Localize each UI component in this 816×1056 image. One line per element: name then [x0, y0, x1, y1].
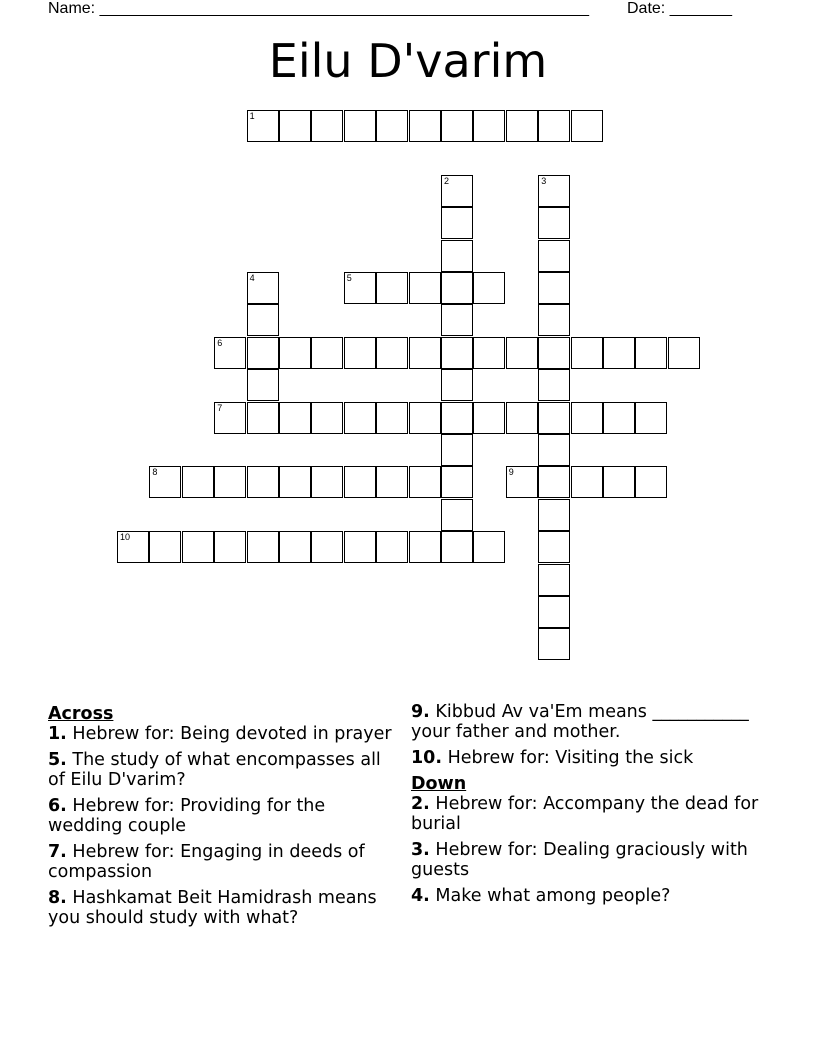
crossword-cell[interactable]	[571, 466, 603, 498]
crossword-cell[interactable]	[473, 402, 505, 434]
cell-number: 9	[508, 467, 514, 478]
clue-text: Hebrew for: Being devoted in prayer	[72, 724, 392, 744]
crossword-cell[interactable]	[149, 531, 181, 563]
crossword-cell[interactable]	[376, 110, 408, 142]
crossword-cell[interactable]	[538, 304, 570, 336]
crossword-cell[interactable]	[247, 337, 279, 369]
crossword-cell[interactable]	[538, 628, 570, 660]
crossword-cell[interactable]	[538, 596, 570, 628]
crossword-cell[interactable]	[182, 466, 214, 498]
crossword-cell[interactable]	[409, 531, 441, 563]
crossword-cell[interactable]	[344, 466, 376, 498]
clue-across-7	[48, 842, 393, 882]
crossword-cell[interactable]	[344, 110, 376, 142]
crossword-cell[interactable]	[441, 304, 473, 336]
crossword-cell[interactable]	[344, 531, 376, 563]
crossword-cell[interactable]	[247, 402, 279, 434]
clue-number: 8.	[48, 888, 67, 908]
crossword-cell[interactable]	[279, 402, 311, 434]
cell-number: 4	[249, 273, 255, 283]
crossword-cell[interactable]	[635, 466, 667, 498]
clue-text: Hebrew for: Accompany the dead for burial	[411, 794, 759, 834]
clue-number: 9.	[411, 702, 430, 722]
clue-text: Hebrew for: Visiting the sick	[447, 748, 694, 768]
crossword-cell[interactable]	[409, 466, 441, 498]
clue-text: Hebrew for: Providing for the wedding couple	[48, 796, 326, 836]
crossword-cell[interactable]	[571, 337, 603, 369]
crossword-cell[interactable]	[311, 531, 343, 563]
crossword-cell[interactable]	[311, 110, 343, 142]
clue-across-5	[48, 750, 393, 790]
crossword-cell[interactable]	[344, 272, 376, 304]
crossword-cell[interactable]	[538, 369, 570, 401]
clue-across-1	[48, 724, 393, 744]
crossword-cell[interactable]	[635, 402, 667, 434]
crossword-cell[interactable]	[247, 369, 279, 401]
crossword-cell[interactable]	[473, 531, 505, 563]
crossword-cell[interactable]	[441, 531, 473, 563]
crossword-cell[interactable]	[603, 466, 635, 498]
crossword-cell[interactable]	[571, 110, 603, 142]
clue-number: 5.	[48, 750, 67, 770]
clue-number: 7.	[48, 842, 67, 862]
crossword-cell[interactable]	[441, 110, 473, 142]
clue-across-10	[411, 748, 771, 768]
crossword-cell[interactable]	[409, 110, 441, 142]
crossword-cell[interactable]	[441, 337, 473, 369]
crossword-cell[interactable]	[311, 337, 343, 369]
crossword-cell[interactable]	[441, 466, 473, 498]
crossword-cell[interactable]	[344, 402, 376, 434]
crossword-cell[interactable]	[538, 337, 570, 369]
crossword-cell[interactable]	[311, 466, 343, 498]
crossword-cell[interactable]	[441, 369, 473, 401]
crossword-cell[interactable]	[473, 272, 505, 304]
clue-number: 3.	[411, 840, 430, 860]
crossword-cell[interactable]	[279, 531, 311, 563]
crossword-cell[interactable]	[247, 272, 279, 304]
crossword-cell[interactable]	[538, 240, 570, 272]
clue-text: Hashkamat Beit Hamidrash means you should study with what?	[48, 888, 377, 928]
crossword-cell[interactable]	[441, 207, 473, 239]
crossword-cell[interactable]	[538, 272, 570, 304]
crossword-cell[interactable]	[538, 499, 570, 531]
cell-number: 8	[152, 467, 158, 478]
crossword-cell[interactable]	[538, 466, 570, 498]
crossword-cell[interactable]	[603, 337, 635, 369]
crossword-cell[interactable]	[311, 402, 343, 434]
crossword-cell[interactable]	[376, 402, 408, 434]
crossword-cell[interactable]	[376, 466, 408, 498]
clue-text: Kibbud Av va'Em means ___________ your father and mother.	[411, 702, 749, 742]
crossword-cell[interactable]	[409, 272, 441, 304]
crossword-cell[interactable]	[635, 337, 667, 369]
down-heading: Down	[411, 774, 467, 794]
clue-down-3	[411, 840, 771, 880]
crossword-cell[interactable]	[409, 402, 441, 434]
clue-down-4	[411, 886, 771, 906]
crossword-cell[interactable]	[214, 531, 246, 563]
clue-across-9	[411, 702, 771, 742]
cell-number: 3	[541, 175, 547, 186]
crossword-cell[interactable]	[538, 207, 570, 239]
cell-number: 1	[249, 111, 255, 121]
crossword-cell[interactable]	[571, 402, 603, 434]
crossword-cell[interactable]	[214, 337, 246, 369]
crossword-cell[interactable]	[668, 337, 700, 369]
clue-text: Hebrew for: Dealing graciously with guests	[411, 840, 748, 880]
crossword-cell[interactable]	[506, 110, 538, 142]
crossword-cell[interactable]	[279, 466, 311, 498]
crossword-cell[interactable]	[441, 272, 473, 304]
crossword-cell[interactable]	[182, 531, 214, 563]
crossword-cell[interactable]	[506, 337, 538, 369]
crossword-cell[interactable]	[441, 434, 473, 466]
crossword-cell[interactable]	[506, 402, 538, 434]
crossword-cell[interactable]	[344, 337, 376, 369]
crossword-cell[interactable]	[279, 110, 311, 142]
crossword-cell[interactable]	[247, 304, 279, 336]
clue-number: 4.	[411, 886, 430, 906]
name-field-label: Name: _______________________________________________________	[48, 0, 589, 17]
clue-down-2	[411, 794, 771, 834]
crossword-cell[interactable]	[538, 531, 570, 563]
crossword-cell[interactable]	[376, 272, 408, 304]
crossword-cell[interactable]	[117, 531, 149, 563]
crossword-cell[interactable]	[538, 564, 570, 596]
cell-number: 6	[217, 337, 223, 348]
crossword-cell[interactable]	[603, 402, 635, 434]
crossword-cell[interactable]	[538, 110, 570, 142]
clues-right-column	[411, 702, 771, 912]
crossword-cell[interactable]	[441, 175, 473, 207]
clue-text: The study of what encompasses all of Eilu D'varim?	[48, 750, 381, 790]
cell-number: 2	[444, 175, 450, 186]
clue-number: 10.	[411, 748, 443, 768]
crossword-cell[interactable]	[538, 402, 570, 434]
crossword-cell[interactable]	[376, 531, 408, 563]
crossword-cell[interactable]	[441, 240, 473, 272]
crossword-cell[interactable]	[376, 337, 408, 369]
cell-number: 5	[346, 273, 352, 283]
crossword-cell[interactable]	[214, 466, 246, 498]
across-heading: Across	[48, 704, 114, 724]
clue-number: 1.	[48, 724, 67, 744]
crossword-cell[interactable]	[214, 402, 246, 434]
crossword-cell[interactable]	[247, 110, 279, 142]
crossword-cell[interactable]	[473, 337, 505, 369]
crossword-cell[interactable]	[473, 110, 505, 142]
crossword-cell[interactable]	[441, 499, 473, 531]
crossword-cell[interactable]	[279, 337, 311, 369]
crossword-cell[interactable]	[538, 434, 570, 466]
cell-number: 7	[217, 402, 223, 413]
page-title: Eilu D'varim	[268, 34, 548, 88]
crossword-cell[interactable]	[506, 466, 538, 498]
clue-text: Hebrew for: Engaging in deeds of compassion	[48, 842, 365, 882]
clue-across-8	[48, 888, 393, 928]
crossword-cell[interactable]	[538, 175, 570, 207]
clue-number: 2.	[411, 794, 430, 814]
clue-text: Make what among people?	[435, 886, 671, 906]
crossword-cell[interactable]	[441, 402, 473, 434]
cell-number: 10	[120, 532, 131, 543]
crossword-cell[interactable]	[149, 466, 181, 498]
date-field-label: Date: _______	[627, 0, 732, 17]
clues-left-column	[48, 702, 393, 934]
clue-number: 6.	[48, 796, 67, 816]
crossword-cell[interactable]	[409, 337, 441, 369]
crossword-cell[interactable]	[247, 466, 279, 498]
crossword-cell[interactable]	[247, 531, 279, 563]
clue-across-6	[48, 796, 393, 836]
